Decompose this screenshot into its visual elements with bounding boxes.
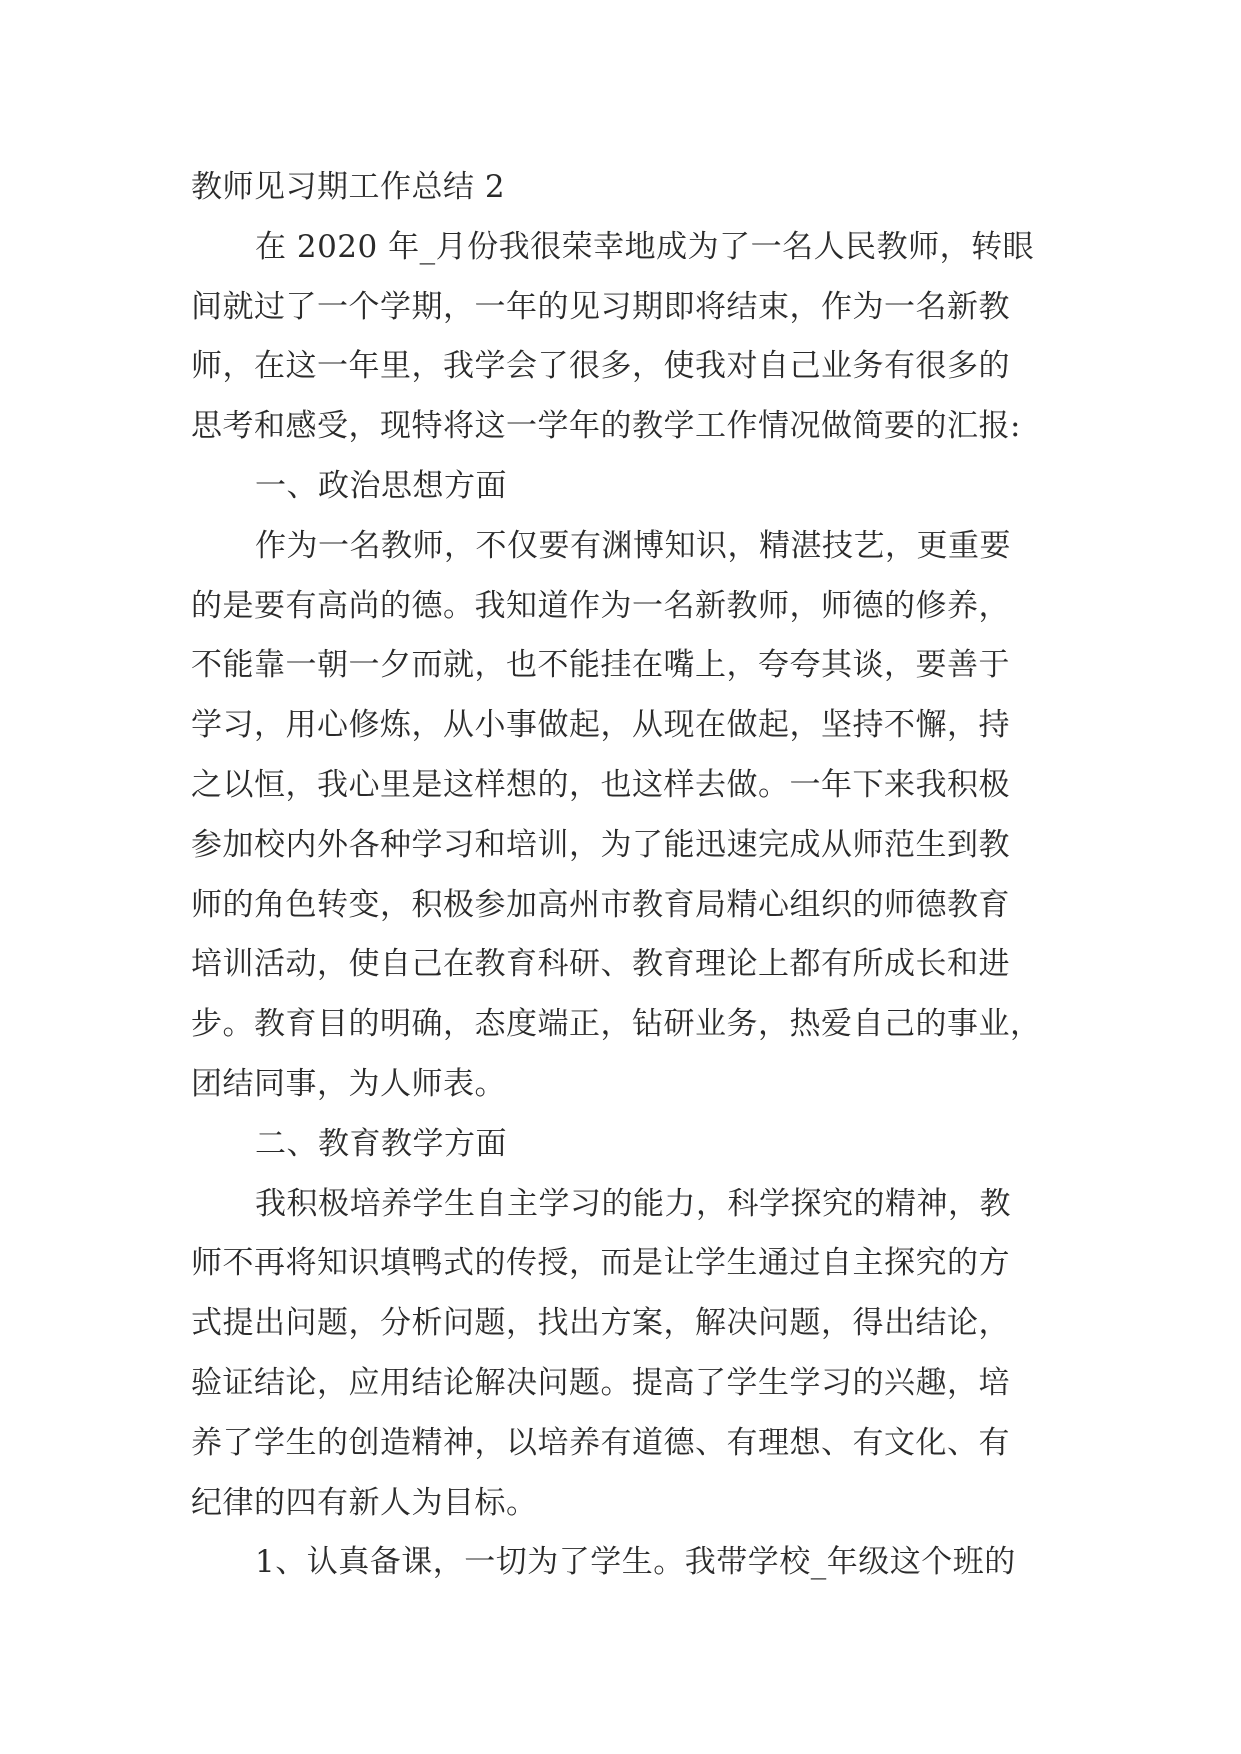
text-line: 师，在这一年里，我学会了很多，使我对自己业务有很多的 (191, 348, 1010, 385)
text-line: 1、认真备课，一切为了学生。我带学校_年级这个班的 (255, 1544, 1016, 1581)
text-line: 我积极培养学生自主学习的能力，科学探究的精神，教 (255, 1185, 1011, 1222)
text-line: 培训活动，使自己在教育科研、教育理论上都有所成长和进 (191, 946, 1010, 983)
text-line: 参加校内外各种学习和培训，为了能迅速完成从师范生到教 (191, 826, 1010, 863)
text-line: 师的角色转变，积极参加高州市教育局精心组织的师德教育 (191, 886, 1010, 923)
text-line: 一、政治思想方面 (255, 467, 507, 504)
text-line: 团结同事，为人师表。 (191, 1065, 506, 1102)
text-line: 作为一名教师，不仅要有渊博知识，精湛技艺，更重要 (255, 527, 1011, 564)
text-line: 纪律的四有新人为目标。 (191, 1484, 538, 1521)
text-line: 养了学生的创造精神，以培养有道德、有理想、有文化、有 (191, 1424, 1010, 1461)
text-line: 思考和感受，现特将这一学年的教学工作情况做简要的汇报: (191, 408, 1021, 445)
text-line: 间就过了一个学期，一年的见习期即将结束，作为一名新教 (191, 288, 1010, 325)
text-line: 式提出问题，分析问题，找出方案，解决问题，得出结论， (191, 1305, 1010, 1342)
text-line: 二、教育教学方面 (255, 1125, 507, 1162)
text-line: 不能靠一朝一夕而就，也不能挂在嘴上，夸夸其谈，要善于 (191, 647, 1010, 684)
text-line: 在 2020 年_月份我很荣幸地成为了一名人民教师，转眼 (255, 228, 1035, 265)
document-body (191, 158, 1051, 1593)
text-line: 步。教育目的明确，态度端正，钻研业务，热爱自己的事业， (191, 1006, 1042, 1043)
text-line: 之以恒，我心里是这样想的，也这样去做。一年下来我积极 (191, 766, 1010, 803)
text-line: 验证结论，应用结论解决问题。提高了学生学习的兴趣，培 (191, 1364, 1010, 1401)
document-title: 教师见习期工作总结 2 (191, 169, 506, 205)
text-line: 师不再将知识填鸭式的传授，而是让学生通过自主探究的方 (191, 1245, 1010, 1282)
paragraph-lines (191, 218, 1051, 1593)
text-line: 学习，用心修炼，从小事做起，从现在做起，坚持不懈，持 (191, 707, 1010, 744)
text-line: 的是要有高尚的德。我知道作为一名新教师，师德的修养， (191, 587, 1010, 624)
